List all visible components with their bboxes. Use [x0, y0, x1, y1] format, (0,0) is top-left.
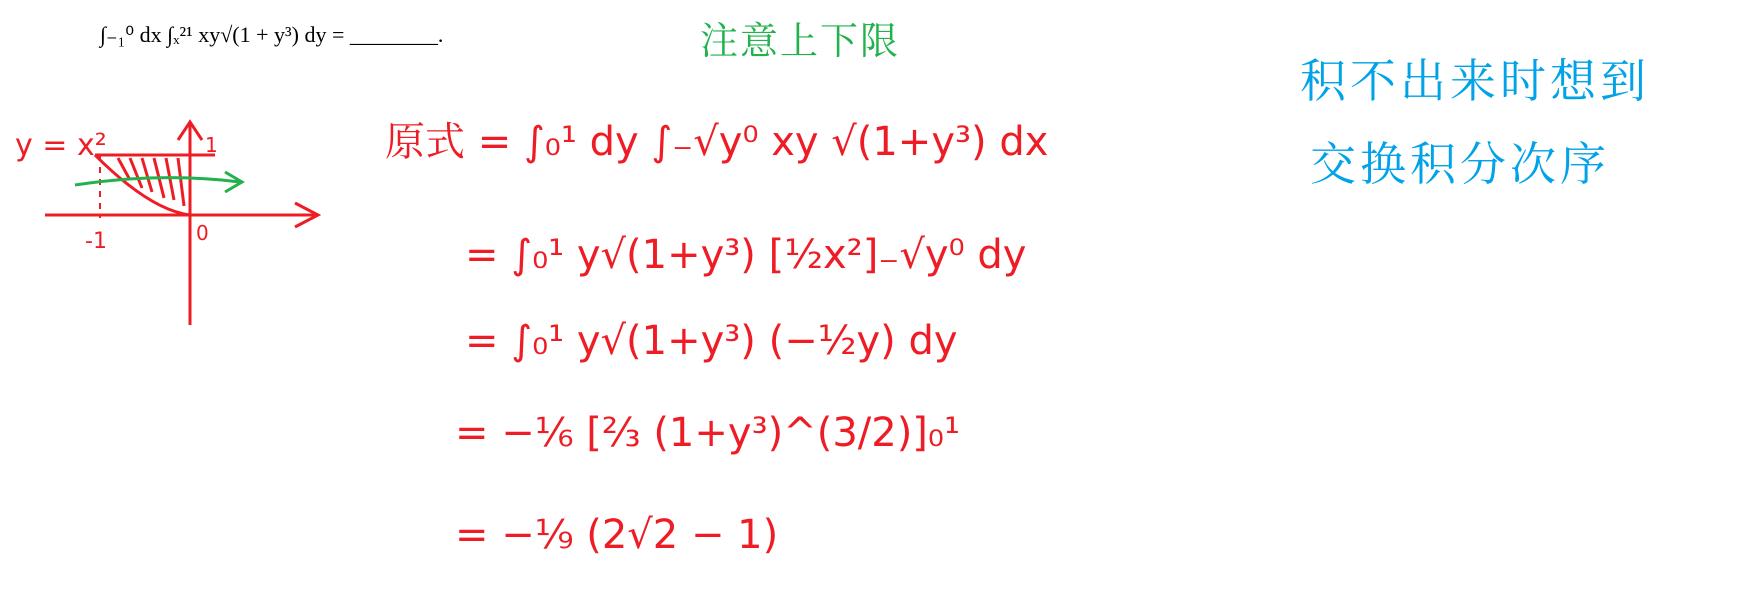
tick-label-one: 1 [205, 133, 218, 157]
tick-label-minus-one: -1 [85, 229, 107, 254]
limits-note: 注意上下限 [700, 19, 901, 63]
solution-step-2: = ∫₀¹ y√(1+y³) [½x²]₋√y⁰ dy [465, 232, 1027, 278]
solution-step-1: 原式 = ∫₀¹ dy ∫₋√y⁰ xy √(1+y³) dx [385, 119, 1049, 165]
origin-label: 0 [196, 221, 209, 245]
problem-statement: ∫₋₁⁰ dx ∫ₓ²¹ xy√(1 + y³) dy = ________. [100, 22, 444, 47]
hint-note-line1: 积不出来时想到 [1300, 54, 1650, 108]
hint-note-line2: 交换积分次序 [1310, 137, 1610, 191]
solution-step-5: = −⅑ (2√2 − 1) [455, 512, 779, 558]
curve-label: y = x² [15, 128, 107, 163]
solution-step-4: = −⅙ [⅔ (1+y³)^(3/2)]₀¹ [455, 410, 960, 456]
region-sketch [0, 100, 340, 380]
solution-step-3: = ∫₀¹ y√(1+y³) (−½y) dy [465, 318, 958, 364]
